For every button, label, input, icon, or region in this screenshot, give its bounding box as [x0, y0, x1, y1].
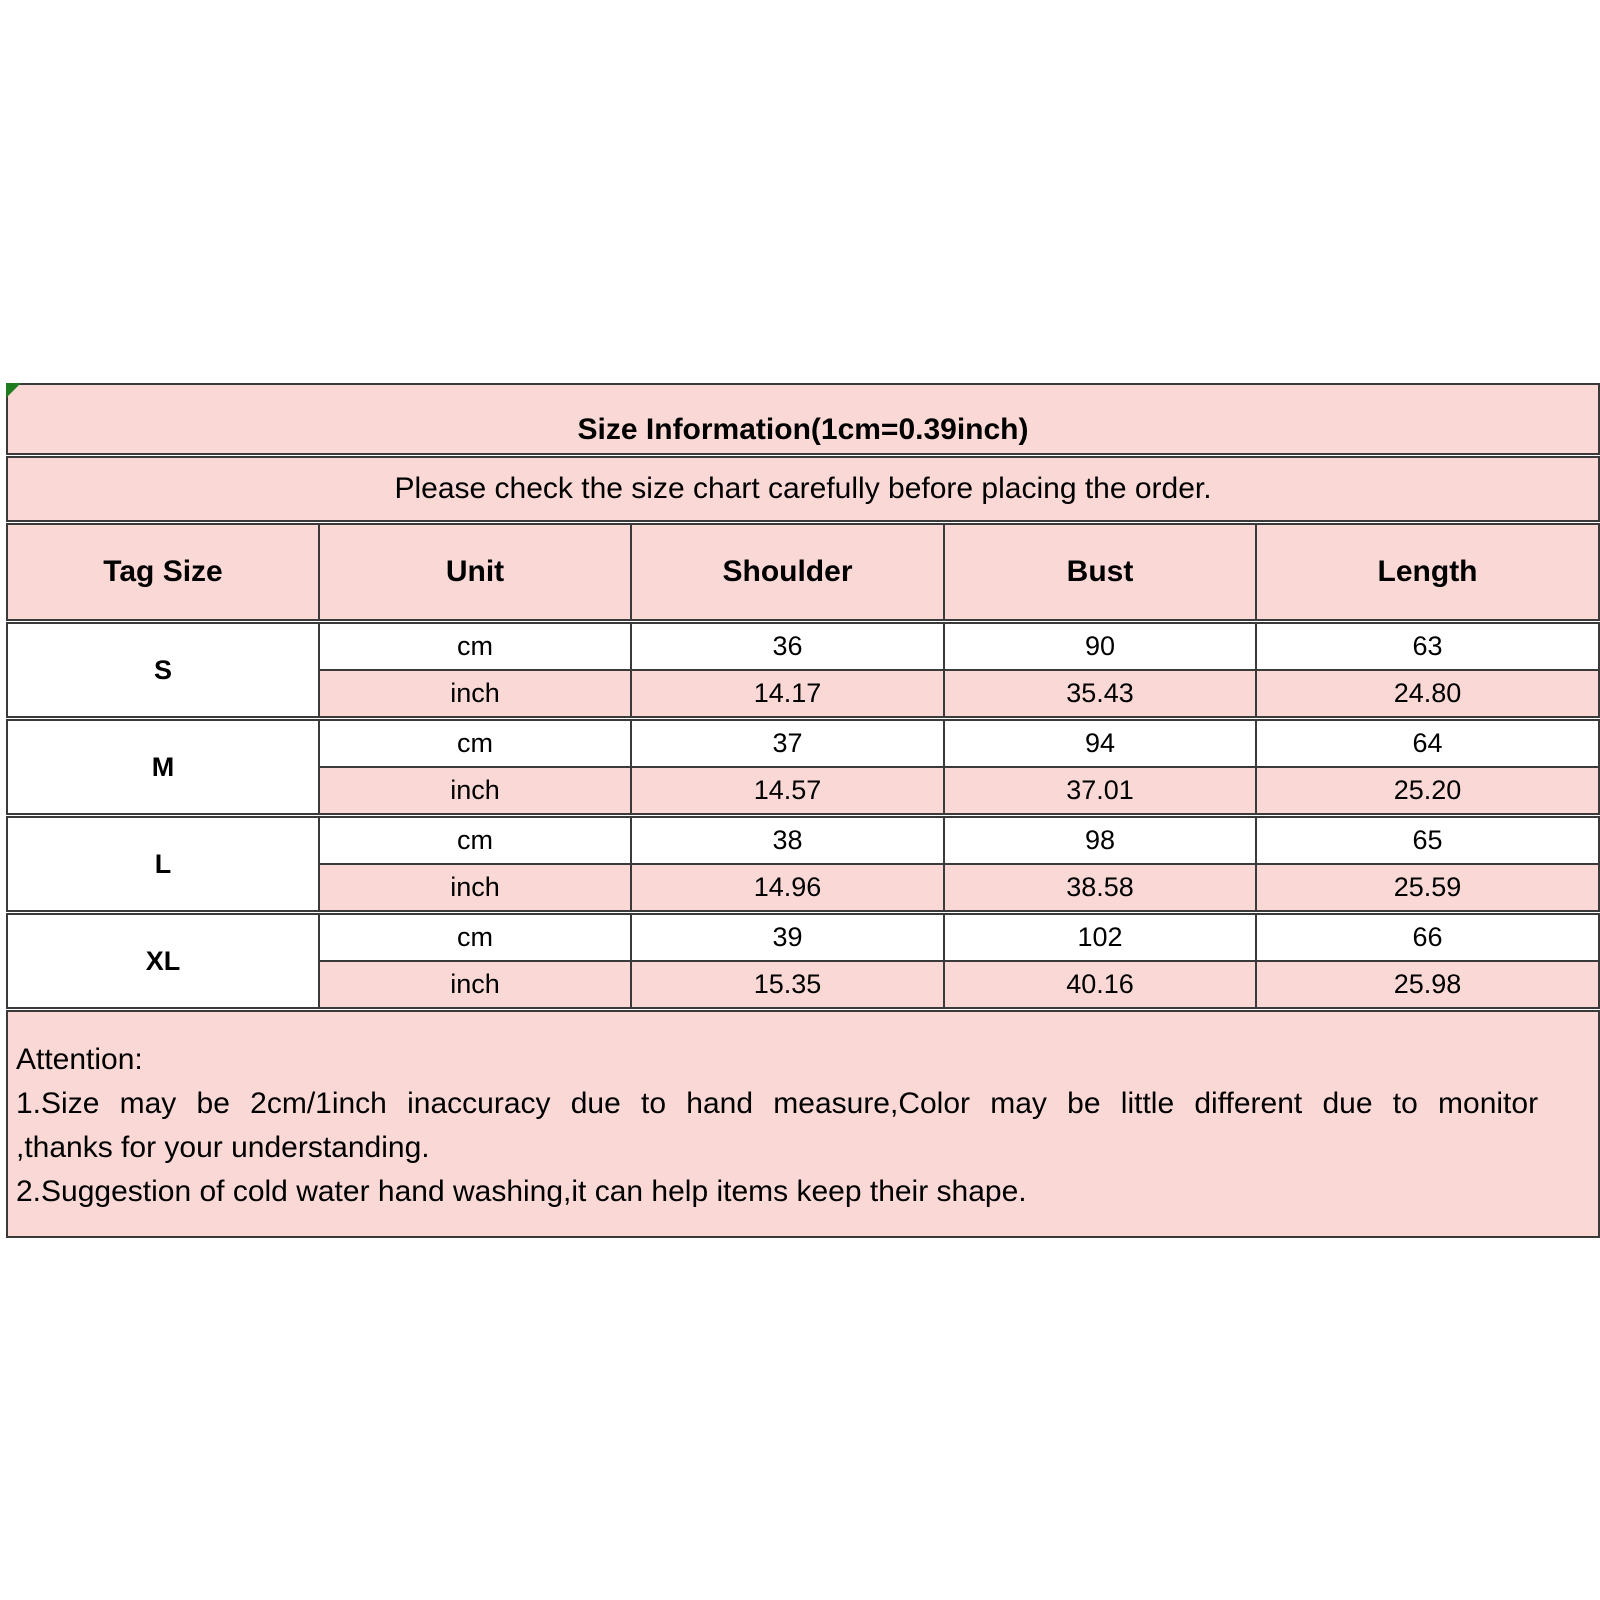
table-row [7, 622, 1599, 671]
subtitle-row [7, 456, 1599, 523]
tag-size-s: S [7, 622, 319, 719]
value-cell: 37.01 [944, 767, 1256, 816]
unit-cell: inch [319, 767, 631, 816]
attention-section [7, 1010, 1599, 1238]
value-cell: 15.35 [631, 961, 944, 1010]
value-cell: 25.59 [1256, 864, 1599, 913]
value-cell: 94 [944, 719, 1256, 768]
attention-line-2: ,thanks for your understanding. [16, 1131, 430, 1164]
attention-line-3: 2.Suggestion of cold water hand washing,it can help items keep their shape. [16, 1175, 1027, 1208]
value-cell: 39 [631, 913, 944, 962]
unit-cell: inch [319, 864, 631, 913]
value-cell: 14.17 [631, 670, 944, 719]
value-cell: 25.98 [1256, 961, 1599, 1010]
col-header-bust: Bust [944, 523, 1256, 622]
table-title: Size Information(1cm=0.39inch) [7, 384, 1599, 456]
table-row [7, 913, 1599, 962]
value-cell: 14.57 [631, 767, 944, 816]
value-cell: 102 [944, 913, 1256, 962]
attention-line-1: 1.Size may be 2cm/1inch inaccuracy due to hand measure,Color may be little different due to monitor [16, 1087, 1539, 1120]
unit-cell: cm [319, 622, 631, 671]
col-header-unit: Unit [319, 523, 631, 622]
value-cell: 38.58 [944, 864, 1256, 913]
tag-size-xl: XL [7, 913, 319, 1010]
tag-size-l: L [7, 816, 319, 913]
table-row [7, 816, 1599, 865]
unit-cell: inch [319, 961, 631, 1010]
value-cell: 90 [944, 622, 1256, 671]
value-cell: 24.80 [1256, 670, 1599, 719]
size-chart [6, 383, 1598, 1238]
size-chart-table [6, 383, 1600, 1238]
value-cell: 40.16 [944, 961, 1256, 1010]
unit-cell: inch [319, 670, 631, 719]
value-cell: 36 [631, 622, 944, 671]
value-cell: 35.43 [944, 670, 1256, 719]
column-header-row [7, 523, 1599, 622]
value-cell: 25.20 [1256, 767, 1599, 816]
tag-size-m: M [7, 719, 319, 816]
value-cell: 14.96 [631, 864, 944, 913]
table-subtitle: Please check the size chart carefully before placing the order. [7, 456, 1599, 523]
value-cell: 64 [1256, 719, 1599, 768]
value-cell: 65 [1256, 816, 1599, 865]
value-cell: 38 [631, 816, 944, 865]
unit-cell: cm [319, 719, 631, 768]
table-row [7, 719, 1599, 768]
unit-cell: cm [319, 816, 631, 865]
value-cell: 98 [944, 816, 1256, 865]
unit-cell: cm [319, 913, 631, 962]
value-cell: 66 [1256, 913, 1599, 962]
title-row [7, 384, 1599, 456]
value-cell: 37 [631, 719, 944, 768]
attention-heading: Attention: [16, 1043, 143, 1076]
value-cell: 63 [1256, 622, 1599, 671]
col-header-length: Length [1256, 523, 1599, 622]
col-header-shoulder: Shoulder [631, 523, 944, 622]
col-header-tag-size: Tag Size [7, 523, 319, 622]
